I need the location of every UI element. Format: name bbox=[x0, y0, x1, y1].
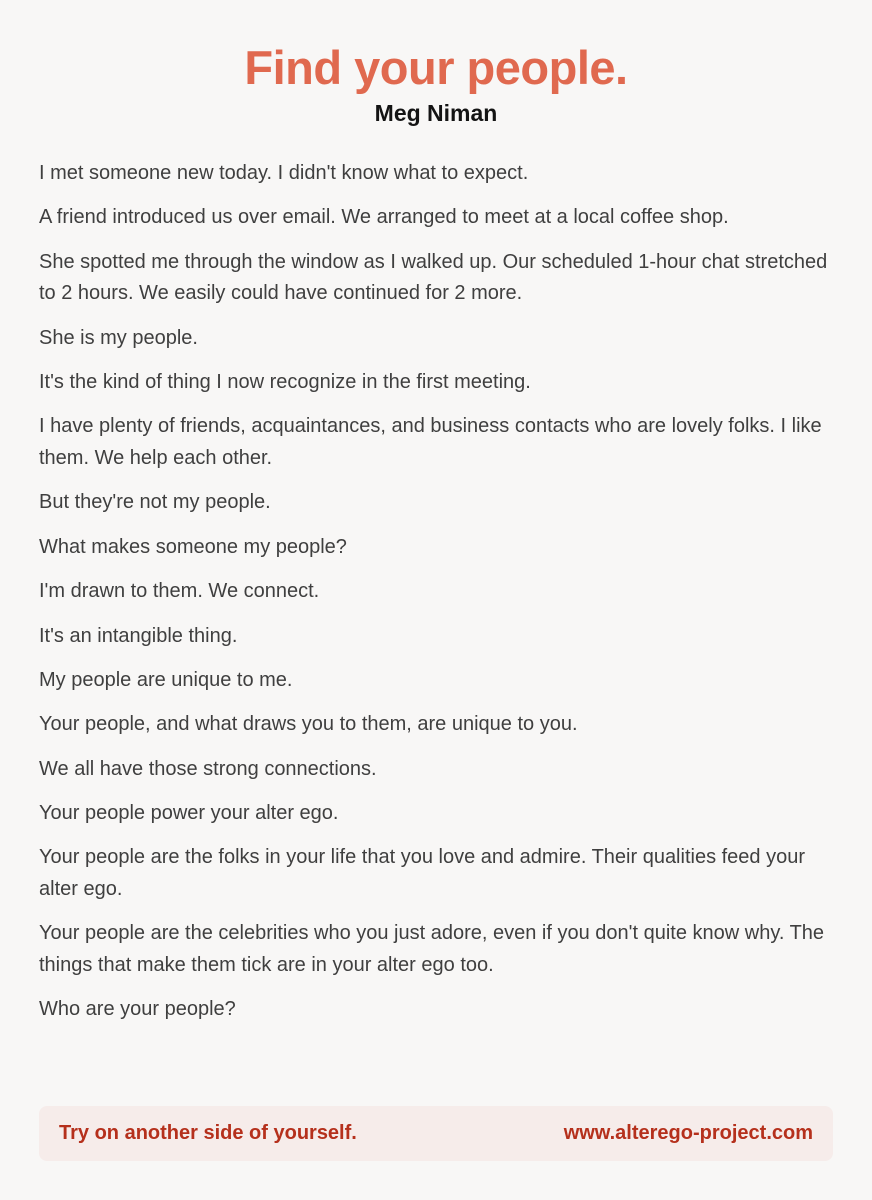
paragraph: I have plenty of friends, acquaintances, and business contacts who are lovely folks. I like them. We help each other. bbox=[39, 415, 822, 469]
footer-banner bbox=[39, 1106, 833, 1161]
paragraph: Your people are the celebrities who you just adore, even if you don't quite know why. The things that make them tick are in your alter ego too. bbox=[39, 922, 825, 976]
paragraph: We all have those strong connections. bbox=[39, 757, 377, 780]
article-title: Find your people. bbox=[244, 41, 628, 94]
paragraph: It's the kind of thing I now recognize in the first meeting. bbox=[39, 371, 531, 394]
paragraph: Your people power your alter ego. bbox=[39, 802, 339, 825]
paragraph: Your people are the folks in your life that you love and admire. Their qualities feed your alter ego. bbox=[39, 846, 806, 900]
paragraph: It's an intangible thing. bbox=[39, 624, 238, 647]
footer-tagline: Try on another side of yourself. bbox=[59, 1122, 357, 1144]
paragraph: Your people, and what draws you to them, are unique to you. bbox=[39, 713, 578, 736]
article-body bbox=[39, 158, 839, 1039]
paragraph: She is my people. bbox=[39, 326, 198, 349]
paragraph: But they're not my people. bbox=[39, 491, 271, 514]
paragraph: She spotted me through the window as I walked up. Our scheduled 1-hour chat stretched to 2 hours. We easily could have continued for 2 more. bbox=[39, 250, 828, 305]
paragraph: I'm drawn to them. We connect. bbox=[39, 580, 320, 603]
author-name: Meg Niman bbox=[374, 100, 498, 126]
footer-url-link[interactable]: www.alterego-project.com bbox=[563, 1122, 813, 1144]
paragraph: A friend introduced us over email. We arranged to meet at a local coffee shop. bbox=[39, 206, 729, 229]
paragraph: Who are your people? bbox=[39, 998, 236, 1021]
paragraph: What makes someone my people? bbox=[39, 535, 347, 558]
paragraph: I met someone new today. I didn't know what to expect. bbox=[39, 162, 529, 184]
paragraph: My people are unique to me. bbox=[39, 668, 293, 691]
